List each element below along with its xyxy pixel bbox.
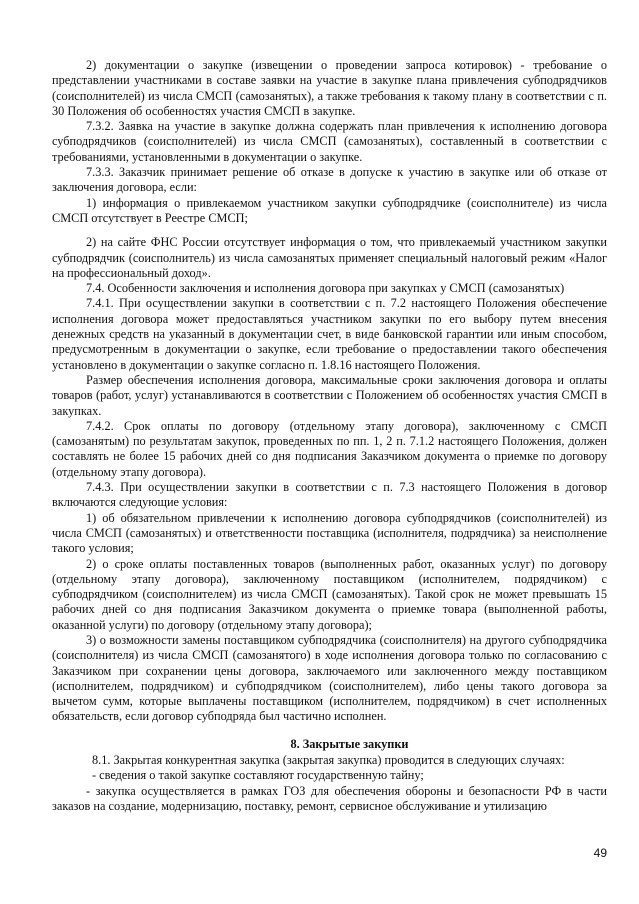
- page-number: 49: [593, 846, 607, 860]
- paragraph: 7.3.3. Заказчик принимает решение об отказе в допуске к участию в закупке или об отказе от заключения договора, если:: [52, 165, 607, 195]
- section-heading: 8. Закрытые закупки: [290, 736, 409, 751]
- paragraph: 1) информация о привлекаемом участником закупки субподрядчике (соисполнителе) из числа СМСП отсутствует в Реестре СМСП;: [52, 195, 607, 225]
- paragraph: 2) на сайте ФНС России отсутствует информация о том, что привлекаемый участником закупки субподрядчик (соисполнитель) из числа самозанятых применяет специальный налоговый режим «Налог на профессиональный доход».: [52, 235, 607, 280]
- paragraph: 7.4.1. При осуществлении закупки в соответствии с п. 7.2 настоящего Положения обеспечение исполнения договора может предоставляться участником закупки по его выбору путем внесения денежных средств на указанный в документации счет, в виде банковской гарантии или иным способом, предусмотренным в документации о закупке, если требование о предоставлении такого обеспечения установлено в документации о закупке согласно п. 1.8.16 настоящего Положения.: [52, 296, 607, 372]
- paragraph: 7.3.2. Заявка на участие в закупке должна содержать план привлечения к исполнению договора субподрядчиков (соисполнителей) из числа СМСП (самозанятых), составленный в соответствии с требованиями, установленными в документации о закупке.: [52, 119, 607, 164]
- paragraph: 2) о сроке оплаты поставленных товаров (выполненных работ, оказанных услуг) по договору (отдельному этапу договора), заключенному поставщиком (исполнителем, подрядчиком) с субподрядчиком (соисполнителем) из числа СМСП (самозанятых). Такой срок не может превышать 15 рабочих дней со дня подписания Заказчиком документа о приемке товара (выполненной работы, оказанной услуги) по договору (отдельному этапу договора);: [52, 556, 607, 632]
- list-item: - сведения о такой закупке составляют государственную тайну;: [92, 768, 424, 783]
- list-item: - закупка осуществляется в рамках ГОЗ для обеспечения обороны и безопасности РФ в части заказов на создание, модернизацию, поставку, ремонт, сервисное обслуживание и утилизацию: [52, 783, 607, 813]
- paragraph: 7.4.3. При осуществлении закупки в соответствии с п. 7.3 настоящего Положения в договор включаются следующие условия:: [52, 480, 607, 510]
- paragraph: 1) об обязательном привлечении к исполнению договора субподрядчиков (соисполнителей) из числа СМСП (самозанятых) и ответственности поставщика (исполнителя, подрядчика) за неисполнение такого условия;: [52, 510, 607, 556]
- paragraph: 7.4.2. Срок оплаты по договору (отдельному этапу договора), заключенному с СМСП (самозанятым) по результатам закупок, проведенных по пп. 1, 2 п. 7.1.2 настоящего Положения, должен составлять не более 15 рабочих дней со дня подписания Заказчиком документа о приемке по договору (отдельному этапу договора).: [52, 418, 607, 479]
- page-body: [52, 58, 607, 814]
- paragraph: Размер обеспечения исполнения договора, максимальные сроки заключения договора и оплаты товаров (работ, услуг) устанавливаются в соответствии с Положением об особенностях участия СМСП в закупках.: [52, 372, 607, 418]
- paragraph: 3) о возможности замены поставщиком субподрядчика (соисполнителя) на другого субподрядчика (соисполнителя) из числа СМСП (самозанятого) в ходе исполнения договора только по согласованию с Заказчиком при сохранении цены договора, заключаемого или заключенного между поставщиком (исполнителем, подрядчиком) и субподрядчиком (соисполнителем), либо цены такого договора за вычетом сумм, которые выплачены поставщиком (исполнителем, подрядчиком) в счет исполненных обязательств, если договор субподряда был частично исполнен.: [52, 632, 607, 724]
- paragraph: 8.1. Закрытая конкурентная закупка (закрытая закупка) проводится в следующих случаях:: [92, 753, 565, 768]
- subsection-heading: 7.4. Особенности заключения и исполнения договора при закупках у СМСП (самозанятых): [86, 281, 565, 296]
- paragraph: 2) документации о закупке (извещении о проведении запроса котировок) - требование о представлении участниками в составе заявки на участие в закупке плана привлечения субподрядчиков (соисполнителей) из числа СМСП (самозанятых), а также требования к такому плану в соответствии с п. 30 Положения об особенностях участия СМСП в закупке.: [52, 58, 607, 118]
